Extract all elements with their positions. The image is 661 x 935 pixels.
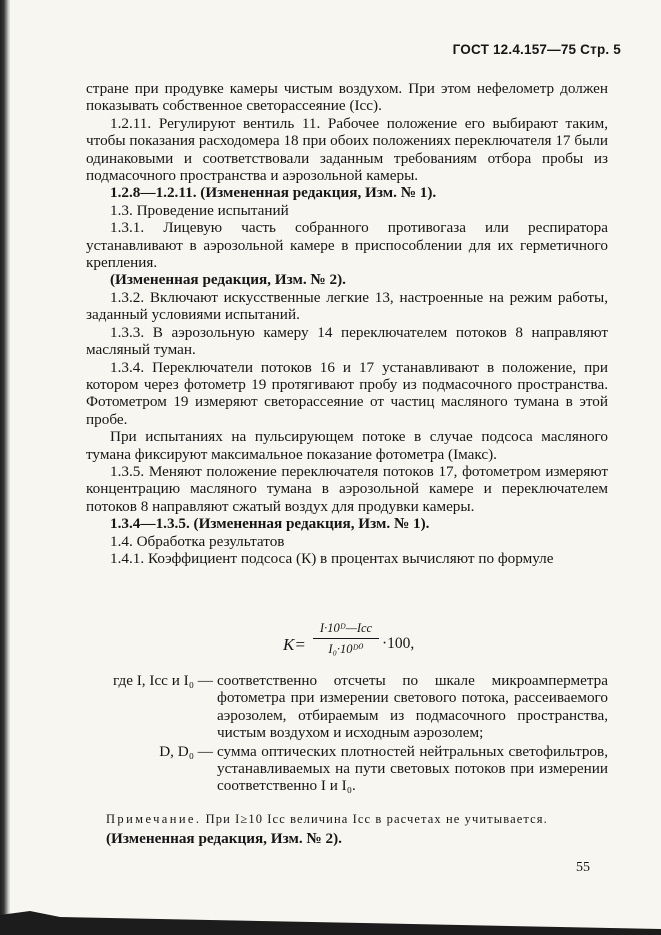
final-redaction: (Измененная редакция, Изм. № 2).	[106, 830, 342, 847]
scan-edge-shadow	[0, 0, 10, 935]
definitions	[86, 672, 608, 795]
formula-denominator: I₀·10ᴰ⁰	[328, 642, 364, 656]
paragraph: 1.2.8—1.2.11. (Измененная редакция, Изм. № 1).	[110, 184, 437, 202]
body-text	[86, 80, 608, 567]
formula-tail: ·100,	[382, 635, 415, 652]
paragraph: 1.3.4—1.3.5. (Измененная редакция, Изм. № 1).	[110, 515, 430, 533]
note-text: При I≥10 Iсс величина Iсс в расчетах не учитывается.	[205, 812, 548, 826]
definition-row	[86, 672, 608, 742]
note-label: Примечание.	[106, 812, 202, 826]
page-header: ГОСТ 12.4.157—75 Стр. 5	[452, 42, 621, 57]
scan-bottom-artifact	[0, 903, 661, 935]
page-number: 55	[576, 860, 590, 875]
paragraph: При испытаниях на пульсирующем потоке в случае подсоса масляного тумана фиксируют максимальное показание фотометра (Iмакс).	[86, 428, 608, 463]
paragraph: стране при продувке камеры чистым воздухом. При этом нефелометр должен показывать собственное светорассеяние (Iсс).	[86, 80, 608, 115]
definition-term: где I, Iсс и I₀ —	[113, 672, 213, 689]
formula-fraction	[313, 620, 379, 657]
definition-row	[86, 743, 608, 795]
paragraph: (Измененная редакция, Изм. № 2).	[110, 271, 346, 289]
definition-term: D, D₀ —	[159, 742, 213, 760]
paragraph: 1.2.11. Регулируют вентиль 11. Рабочее положение его выбирают таким, чтобы показания расходомера 18 при обоих положениях переключателя 17 были одинаковыми и соответствовали заданным требованиям отбора пробы из подмасочного пространства и аэрозольной камеры.	[86, 114, 608, 185]
definition-desc: соответственно отсчеты по шкале микроамперметра фотометра при измерении светового потока, рассеиваемого аэрозолем, отбираемым из подмасочного пространства, чистым воздухом и исходным аэрозолем;	[217, 672, 608, 742]
paragraph: 1.4.1. Коэффициент подсоса (К) в процентах вычисляют по формуле	[110, 549, 554, 567]
paragraph: 1.3.5. Меняют положение переключателя потоков 17, фотометром измеряют концентрацию масляного тумана в аэрозольной камере и переключателем потоков 8 направляют сжатый воздух для продувки камеры.	[86, 462, 608, 515]
formula-lhs: K=	[283, 635, 306, 654]
paragraph: 1.3.1. Лицевую часть собранного противогаза или респиратора устанавливают в аэрозольной камере в приспособлении для их герметичного крепления.	[86, 219, 608, 272]
paragraph: 1.3.3. В аэрозольную камеру 14 переключателем потоков 8 направляют масляный туман.	[86, 323, 608, 359]
section-heading: 1.3. Проведение испытаний	[110, 201, 289, 219]
formula-numerator: I·10ᴰ—Iсс	[319, 621, 373, 635]
note	[106, 812, 616, 827]
paragraph: 1.3.4. Переключатели потоков 16 и 17 устанавливают в положение, при котором через фотометр 19 протягивают пробу из подмасочного пространства. Фотометром 19 измеряют светорассеяние от частиц масляного тумана в этой пробе.	[86, 358, 608, 428]
definition-desc: сумма оптических плотностей нейтральных светофильтров, устанавливаемых на пути световых потоков при измерении соответственно I и I₀.	[217, 742, 608, 795]
section-heading: 1.4. Обработка результатов	[110, 532, 285, 550]
paragraph: 1.3.2. Включают искусственные легкие 13, настроенные на режим работы, заданный условиями испытаний.	[86, 288, 608, 324]
fraction-bar	[313, 638, 379, 639]
